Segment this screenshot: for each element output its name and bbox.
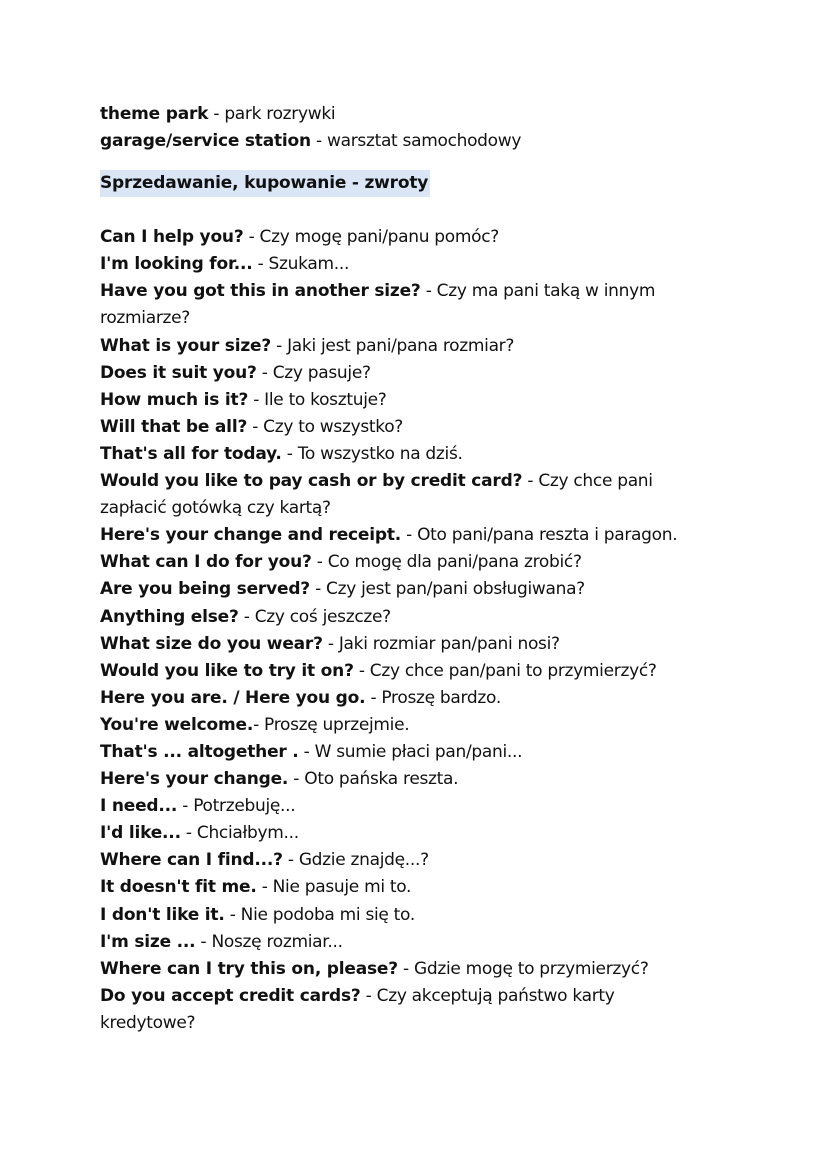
phrase-item: I'm size ... - Noszę rozmiar... <box>100 931 343 952</box>
phrase-continuation <box>100 1010 720 1037</box>
polish-translation: Nie pasuje mi to. <box>272 877 412 898</box>
phrase-item: It doesn't fit me. - Nie pasuje mi to. <box>100 877 412 898</box>
english-phrase: Can I help you? <box>100 227 244 248</box>
polish-translation: Czy jest pan/pani obsługiwana? <box>326 579 585 600</box>
section-heading-row <box>100 170 720 197</box>
vocab-item: theme park - park rozrywki <box>100 104 336 124</box>
polish-translation: Proszę uprzejmie. <box>264 714 410 735</box>
phrase-item: Here's your change. - Oto pańska reszta. <box>100 769 459 790</box>
phrase-item: Does it suit you? - Czy pasuje? <box>100 362 371 383</box>
phrase-item: Would you like to pay cash or by credit card? - Czy chce pani <box>100 471 653 492</box>
english-phrase: Anything else? <box>100 606 239 627</box>
polish-translation: Jaki rozmiar pan/pani nosi? <box>338 633 560 654</box>
english-phrase: I don't like it. <box>100 904 225 925</box>
english-phrase: It doesn't fit me. <box>100 877 257 898</box>
polish-translation: Szukam... <box>268 254 350 275</box>
phrase-item: Are you being served? - Czy jest pan/pani obsługiwana? <box>100 579 585 600</box>
vocab-item: garage/service station - warsztat samochodowy <box>100 131 522 152</box>
english-phrase: Here's your change and receipt. <box>100 525 402 546</box>
phrase-item: That's all for today. - To wszystko na dziś. <box>100 443 463 464</box>
polish-translation: Gdzie mogę to przymierzyć? <box>413 958 649 979</box>
english-term: theme park <box>100 104 209 124</box>
english-phrase: That's ... altogether . <box>100 741 299 762</box>
phrase-item: I need... - Potrzebuję... <box>100 796 296 817</box>
vocab-list <box>100 101 720 155</box>
phrase-item: Do you accept credit cards? - Czy akceptują państwo karty <box>100 985 615 1006</box>
phrase-item: Have you got this in another size? - Czy ma pani taką w innym <box>100 281 656 302</box>
polish-translation: Gdzie znajdę...? <box>298 850 429 871</box>
phrase-item: That's ... altogether . - W sumie płaci pan/pani... <box>100 741 523 762</box>
english-phrase: Are you being served? <box>100 579 310 600</box>
polish-translation: Nie podoba mi się to. <box>240 904 415 925</box>
phrase-item: I'm looking for... - Szukam... <box>100 254 350 275</box>
polish-translation: park rozrywki <box>224 104 336 124</box>
phrase-item: I'd like... - Chciałbym... <box>100 823 299 844</box>
polish-translation: Potrzebuję... <box>193 796 296 817</box>
polish-translation: Chciałbym... <box>196 823 299 844</box>
phrase-item: Anything else? - Czy coś jeszcze? <box>100 606 391 627</box>
english-phrase: You're welcome. <box>100 714 254 735</box>
polish-translation: W sumie płaci pan/pani... <box>314 741 523 762</box>
english-term: garage/service station <box>100 131 311 152</box>
english-phrase: I'm size ... <box>100 931 196 952</box>
english-phrase: Would you like to pay cash or by credit card? <box>100 471 523 492</box>
phrase-continuation <box>100 495 720 522</box>
english-phrase: I'd like... <box>100 823 181 844</box>
polish-translation: Czy mogę pani/panu pomóc? <box>259 227 500 248</box>
phrase-continuation <box>100 305 720 332</box>
phrase-item: Would you like to try it on? - Czy chce pan/pani to przymierzyć? <box>100 660 657 681</box>
english-phrase: Where can I find...? <box>100 850 283 871</box>
phrase-item: What is your size? - Jaki jest pani/pana rozmiar? <box>100 335 515 356</box>
english-phrase: Here you are. / Here you go. <box>100 687 366 708</box>
polish-translation: Czy akceptują państwo karty <box>376 985 615 1006</box>
polish-translation: Oto pani/pana reszta i paragon. <box>417 525 678 546</box>
english-phrase: Here's your change. <box>100 769 289 790</box>
section-heading: Sprzedawanie, kupowanie - zwroty <box>100 170 430 197</box>
polish-translation: To wszystko na dziś. <box>297 443 463 464</box>
polish-translation: Jaki jest pani/pana rozmiar? <box>287 335 515 356</box>
polish-translation: Proszę bardzo. <box>381 687 501 708</box>
phrase-item: What can I do for you? - Co mogę dla pani/pana zrobić? <box>100 552 582 573</box>
english-phrase: Does it suit you? <box>100 362 257 383</box>
english-phrase: Will that be all? <box>100 416 248 437</box>
english-phrase: What can I do for you? <box>100 552 312 573</box>
polish-translation: Czy chce pani <box>538 471 653 492</box>
english-phrase: I'm looking for... <box>100 254 253 275</box>
polish-translation: Noszę rozmiar... <box>211 931 343 952</box>
phrase-item: Will that be all? - Czy to wszystko? <box>100 416 404 437</box>
polish-translation: Czy ma pani taką w innym <box>436 281 656 302</box>
phrase-item: You're welcome.- Proszę uprzejmie. <box>100 714 410 735</box>
document-page <box>100 101 720 1037</box>
phrase-item: Here you are. / Here you go. - Proszę bardzo. <box>100 687 501 708</box>
phrase-item: How much is it? - Ile to kosztuje? <box>100 389 387 410</box>
english-phrase: Have you got this in another size? <box>100 281 421 302</box>
phrase-item: I don't like it. - Nie podoba mi się to. <box>100 904 415 925</box>
polish-translation-continued: zapłacić gotówką czy kartą? <box>100 498 331 519</box>
phrase-list <box>100 224 720 1037</box>
english-phrase: That's all for today. <box>100 443 282 464</box>
english-phrase: I need... <box>100 796 178 817</box>
english-phrase: What is your size? <box>100 335 272 356</box>
phrase-item: What size do you wear? - Jaki rozmiar pan/pani nosi? <box>100 633 560 654</box>
english-phrase: What size do you wear? <box>100 633 323 654</box>
polish-translation: Czy to wszystko? <box>263 416 404 437</box>
polish-translation: Ile to kosztuje? <box>264 389 387 410</box>
english-phrase: Where can I try this on, please? <box>100 958 398 979</box>
polish-translation: Co mogę dla pani/pana zrobić? <box>327 552 582 573</box>
phrase-item: Can I help you? - Czy mogę pani/panu pomóc? <box>100 227 500 248</box>
polish-translation: Czy pasuje? <box>272 362 371 383</box>
phrase-item: Where can I try this on, please? - Gdzie mogę to przymierzyć? <box>100 958 649 979</box>
polish-translation: Czy chce pan/pani to przymierzyć? <box>369 660 657 681</box>
polish-translation-continued: kredytowe? <box>100 1012 196 1033</box>
polish-translation: Oto pańska reszta. <box>304 769 459 790</box>
phrase-item: Where can I find...? - Gdzie znajdę...? <box>100 850 429 871</box>
polish-translation-continued: rozmiarze? <box>100 308 191 329</box>
polish-translation: warsztat samochodowy <box>326 131 522 152</box>
english-phrase: Do you accept credit cards? <box>100 985 361 1006</box>
phrase-item: Here's your change and receipt. - Oto pani/pana reszta i paragon. <box>100 525 678 546</box>
english-phrase: How much is it? <box>100 389 249 410</box>
polish-translation: Czy coś jeszcze? <box>254 606 391 627</box>
spacer <box>100 197 720 224</box>
english-phrase: Would you like to try it on? <box>100 660 354 681</box>
